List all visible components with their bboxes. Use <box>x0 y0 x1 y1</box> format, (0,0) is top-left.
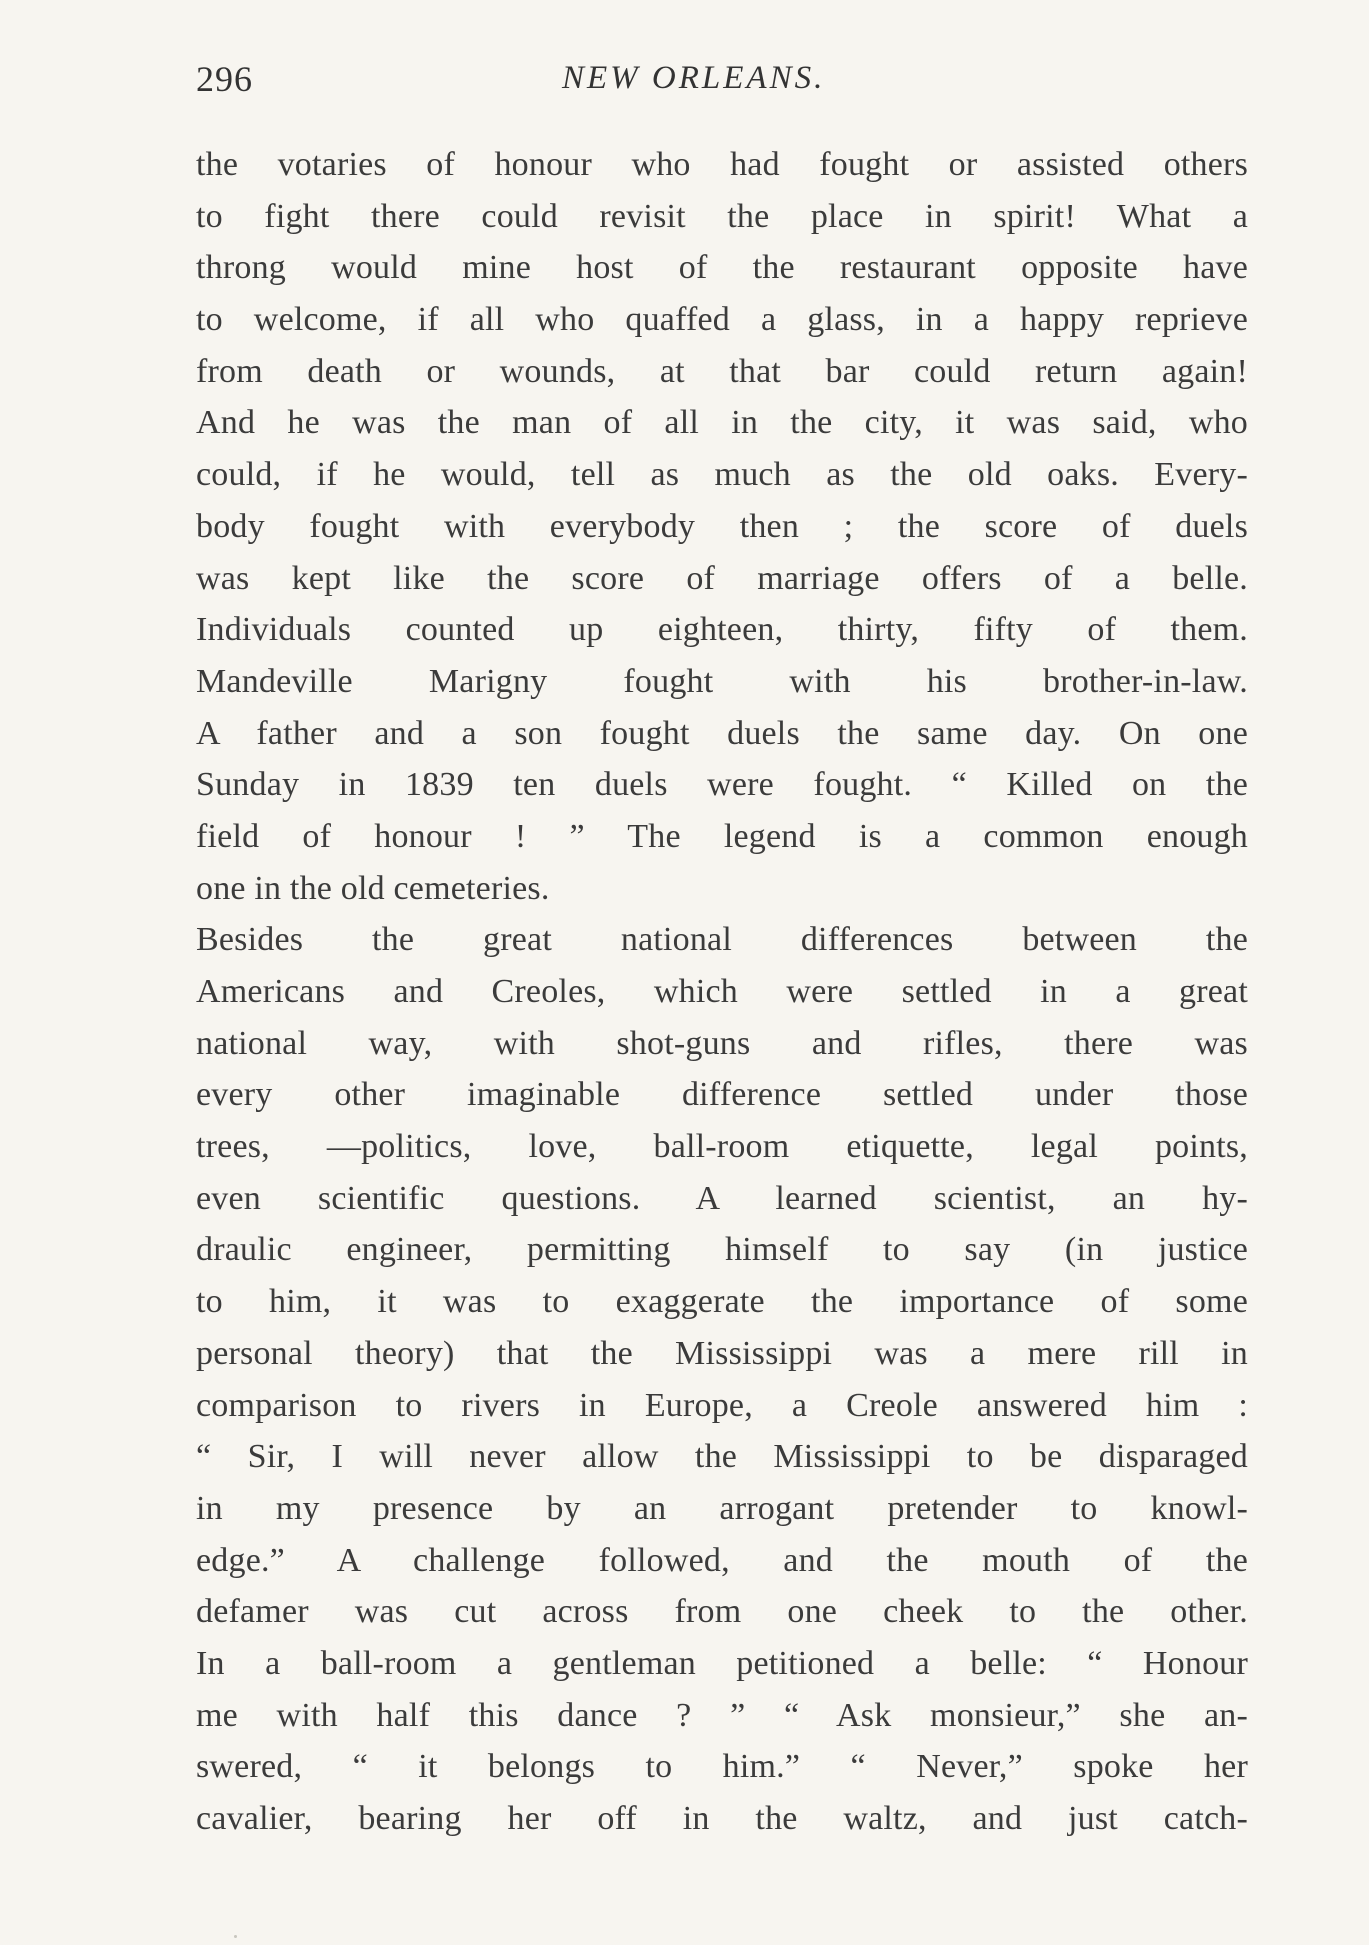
text-line: from death or wounds, at that bar could return again! <box>196 352 1248 390</box>
text-line: to welcome, if all who quaffed a glass, in a happy reprieve <box>196 301 1248 339</box>
text-line: field of honour ! ” The legend is a common enough <box>196 817 1248 855</box>
text-line: the votaries of honour who had fought or assisted others <box>196 146 1248 183</box>
text-line: to him, it was to exaggerate the importance of some <box>196 1283 1248 1321</box>
text-line: personal theory) that the Mississippi was a mere rill in <box>196 1334 1248 1372</box>
text-line: Sunday in 1839 ten duels were fought. “ Killed on the <box>196 766 1248 804</box>
text-line: edge.” A challenge followed, and the mouth of the <box>196 1541 1248 1579</box>
text-line: national way, with shot-guns and rifles, there was <box>196 1024 1248 1062</box>
text-line: could, if he would, tell as much as the old oaks. Every- <box>196 456 1248 494</box>
text-line: me with half this dance ? ” “ Ask monsieur,” she an- <box>196 1696 1248 1734</box>
page-number: 296 <box>196 59 253 99</box>
text-line: throng would mine host of the restaurant opposite have <box>196 249 1248 287</box>
paragraph-1 <box>196 139 1248 914</box>
text-line: Mandeville Marigny fought with his brother-in-law. <box>196 662 1248 700</box>
text-line: Besides the great national differences between the <box>196 921 1248 959</box>
text-line: even scientific questions. A learned scientist, an hy- <box>196 1179 1248 1217</box>
text-line: was kept like the score of marriage offers of a belle. <box>196 559 1248 597</box>
text-line: “ Sir, I will never allow the Mississippi to be disparaged <box>196 1438 1248 1476</box>
text-line: draulic engineer, permitting himself to say (in justice <box>196 1231 1248 1269</box>
text-line: body fought with everybody then ; the score of duels <box>196 507 1248 545</box>
text-line: defamer was cut across from one cheek to the other. <box>196 1593 1248 1631</box>
body-text <box>196 139 1248 1845</box>
paper-speck <box>234 1935 237 1938</box>
text-line: comparison to rivers in Europe, a Creole answered him : <box>196 1386 1248 1424</box>
text-line: A father and a son fought duels the same day. On one <box>196 714 1248 752</box>
text-line: trees, —politics, love, ball-room etiquette, legal points, <box>196 1128 1248 1166</box>
text-line: Americans and Creoles, which were settled in a great <box>196 973 1248 1010</box>
text-line: one in the old cemeteries. <box>196 869 550 907</box>
text-line: every other imaginable difference settled under those <box>196 1076 1248 1114</box>
text-line: In a ball-room a gentleman petitioned a belle: “ Honour <box>196 1644 1248 1682</box>
text-line: Individuals counted up eighteen, thirty, fifty of them. <box>196 611 1248 649</box>
paragraph-2 <box>196 914 1248 1844</box>
text-line: cavalier, bearing her off in the waltz, and just catch- <box>196 1800 1248 1837</box>
text-line: swered, “ it belongs to him.” “ Never,” spoke her <box>196 1748 1248 1786</box>
text-line: in my presence by an arrogant pretender to knowl- <box>196 1489 1248 1527</box>
running-title: NEW ORLEANS. <box>562 60 826 96</box>
running-head <box>196 58 1248 108</box>
text-line: And he was the man of all in the city, it was said, who <box>196 404 1248 442</box>
text-line: to fight there could revisit the place in spirit! What a <box>196 197 1248 235</box>
